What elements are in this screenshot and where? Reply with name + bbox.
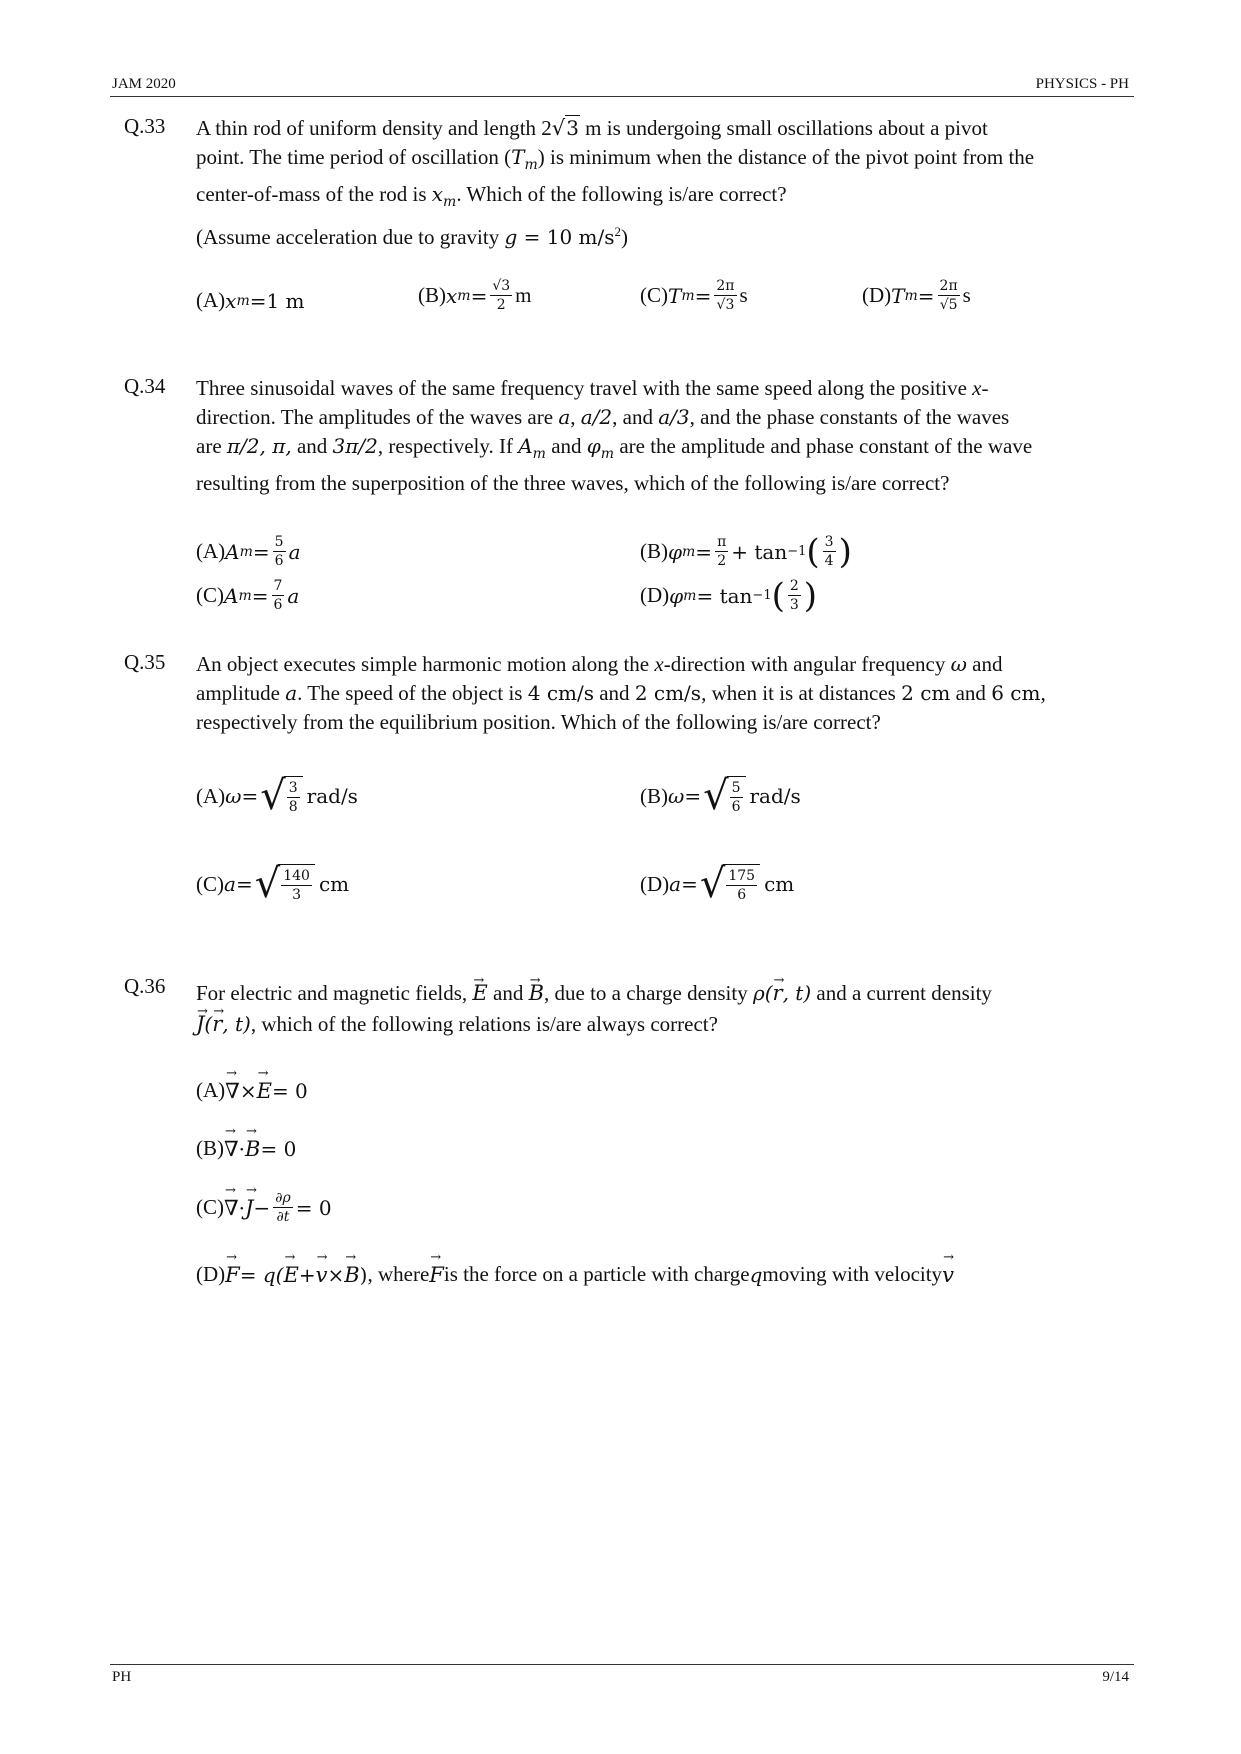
q36-option-a[interactable]: (A) → ∇ × → E = 0 <box>196 1078 308 1103</box>
q35-line-1: An object executes simple harmonic motion along the x-direction with angular frequency ω and <box>196 652 1003 676</box>
q35-option-b[interactable]: (B) ω = √ $\frac{5}{6}$ rad/s <box>640 773 801 819</box>
question-33-text <box>196 114 1131 252</box>
question-number-35: Q.35 <box>124 650 166 674</box>
page-number: 9/14 <box>1102 1669 1129 1685</box>
question-35-text <box>196 650 1131 737</box>
q34-line-1: Three sinusoidal waves of the same frequency travel with the same speed along the positive x- <box>196 376 989 400</box>
question-number-33: Q.33 <box>124 114 166 138</box>
header-exam-name: JAM 2020 <box>112 76 176 92</box>
q33-option-c[interactable]: (C) T m = $\frac{2\pi}{√3}$ s <box>640 278 748 313</box>
q33-option-d[interactable]: (D) T m = $\frac{2\pi}{√5}$ s <box>862 278 971 313</box>
q35-option-d[interactable]: (D) a = √ $\frac{175}{6}$ cm <box>640 861 795 907</box>
q33-option-a[interactable]: (A) x m =1 m <box>196 288 305 313</box>
question-34-text <box>196 374 1131 498</box>
q34-line-2: direction. The amplitudes of the waves are a, a/2, and a/3, and the phase constants of the waves <box>196 405 1010 429</box>
q34-option-b[interactable]: (B) φ m = $\frac{\pi}{2}$ + tan −1 ( $\frac{3}{4}$ ) <box>640 531 852 572</box>
q35-line-3: respectively from the equilibrium position. Which of the following is/are correct? <box>196 710 881 734</box>
footer-rule <box>110 1664 1134 1665</box>
q33-line-3: center-of-mass of the rod is $x_m$. Which of the following is/are correct? <box>196 182 787 210</box>
q35-line-2: amplitude a. The speed of the object is 4 cm/s and 2 cm/s, when it is at distances 2 cm and 6 cm, <box>196 681 1046 705</box>
q35-option-a[interactable]: (A) ω = √ $\frac{3}{8}$ rad/s <box>196 773 358 819</box>
q36-line-2: → J(→ r, t), which of the following relations is/are always correct? <box>196 1009 1131 1040</box>
q36-option-d[interactable]: (D) → F = q( → E + → v × → B ) , where → F is the force on a particle with charge q moving with velocity → v <box>196 1262 954 1287</box>
footer-paper-code: PH <box>112 1669 132 1685</box>
header-paper-name: PHYSICS - PH <box>1035 76 1129 92</box>
q33-line-2: point. The time period of oscillation $(T_m)$ is minimum when the distance of the pivot point from the <box>196 145 1035 173</box>
q33-line-1: A thin rod of uniform density and length 2√3 m is undergoing small oscillations about a pivot <box>196 116 988 140</box>
q33-option-b[interactable]: (B) x m = $\frac{√3}{2}$ m <box>418 278 532 313</box>
q35-option-c[interactable]: (C) a = √ $\frac{140}{3}$ cm <box>196 861 350 907</box>
question-36-text <box>196 978 1131 1040</box>
q34-option-a[interactable]: (A) A m = $\frac{5}{6}$ a <box>196 534 301 569</box>
q34-line-4: resulting from the superposition of the three waves, which of the following is/are correct? <box>196 471 950 495</box>
q36-line-1: For electric and magnetic fields, → E and → B, due to a charge density ρ(→ r, t) and a current density <box>196 978 1131 1009</box>
header-rule <box>110 96 1134 97</box>
q34-option-d[interactable]: (D) φ m = tan −1 ( $\frac{2}{3}$ ) <box>640 575 818 616</box>
question-number-34: Q.34 <box>124 374 166 398</box>
question-number-36: Q.36 <box>124 974 166 998</box>
q36-option-c[interactable]: (C) → ∇ · → J − $\frac{\partial\rho}{\partial t}$ = 0 <box>196 1190 332 1225</box>
q34-option-c[interactable]: (C) A m = $\frac{7}{6}$ a <box>196 578 300 613</box>
q36-option-b[interactable]: (B) → ∇ · → B = 0 <box>196 1136 296 1161</box>
q33-line-4: (Assume acceleration due to gravity g = 10 $m/s^2$) <box>196 224 629 249</box>
q34-line-3: are π/2, π, and 3π/2, respectively. If $A_m$ and $\varphi_m$ are the amplitude and phase constant of the wave <box>196 434 1033 462</box>
